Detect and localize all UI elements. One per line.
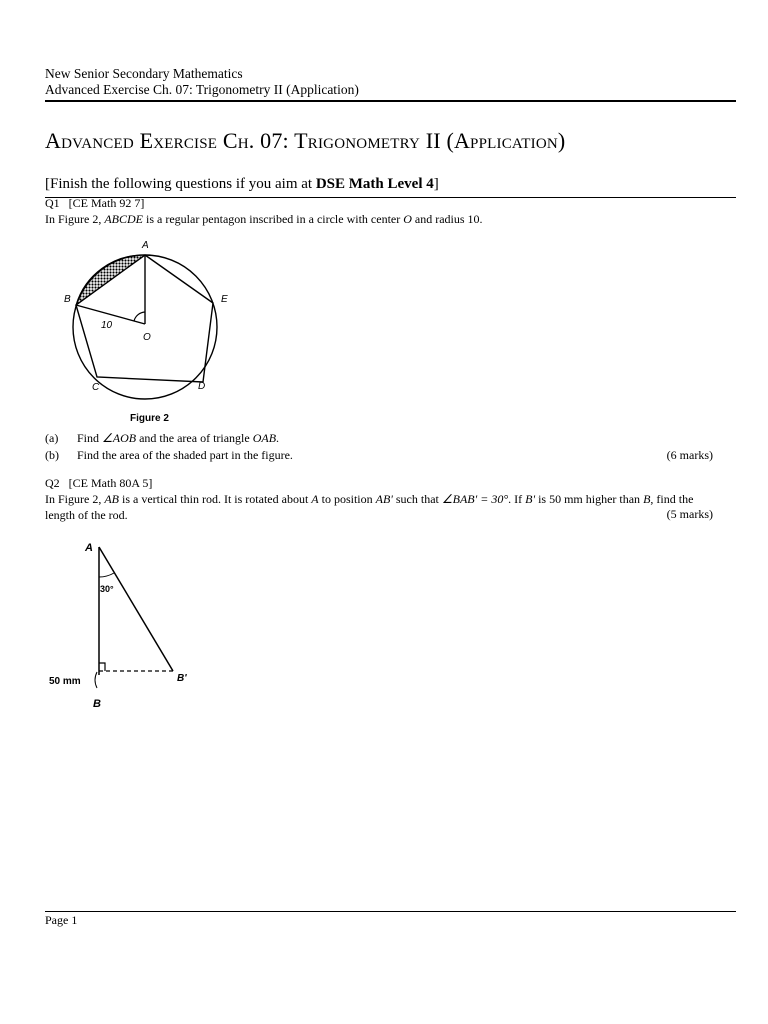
q2-figure — [45, 535, 215, 715]
figure-caption: Figure 2 — [130, 413, 169, 424]
q2-heading — [45, 476, 152, 491]
q2-t1: In Figure 2, — [45, 492, 105, 506]
header-chapter: Advanced Exercise Ch. 07: Trigonometry II (Application) — [45, 82, 359, 97]
q1-text-d: O — [403, 212, 412, 226]
q1-text-a: In Figure 2, — [45, 212, 105, 226]
q1-part-a-t3: and the area of triangle — [136, 431, 253, 445]
q1-part-b-label: (b) — [45, 448, 59, 462]
q1-part-a-t2: ∠AOB — [102, 431, 137, 445]
page-title: Advanced Exercise Ch. 07: Trigonometry II (Application) — [45, 128, 566, 153]
q2-t11: is 50 mm higher than — [535, 492, 644, 506]
q2-source: [CE Math 80A 5] — [68, 476, 153, 490]
q2-t5: to position — [318, 492, 376, 506]
q2-t4: A — [311, 492, 319, 506]
q2-t3: is a vertical thin rod. It is rotated about — [119, 492, 312, 506]
q1-part-a-t1: Find — [77, 431, 103, 445]
q1-part-a-label: (a) — [45, 431, 59, 445]
q1-text-c: is a regular pentagon inscribed in a circle with center — [143, 212, 404, 226]
instruction-level: DSE Math Level 4 — [315, 176, 434, 192]
right-angle-mark — [99, 663, 105, 671]
q1-source: [CE Math 92 7] — [68, 196, 145, 210]
q1-number: Q1 — [45, 196, 60, 210]
q2-t9: . If — [508, 492, 526, 506]
q1-part-b: Find the area of the shaded part in the figure. — [77, 448, 293, 462]
q2-t2: AB — [104, 492, 119, 506]
label-E: E — [221, 294, 228, 305]
q1-heading — [45, 196, 144, 211]
instruction-suffix: ] — [433, 176, 439, 192]
instruction-prefix: [Finish the following questions if you aim at — [45, 176, 316, 192]
q1-part-a-t5: . — [276, 431, 280, 445]
footer-rule — [45, 911, 736, 912]
q2-t12: B — [643, 492, 651, 506]
header-rule — [45, 100, 736, 102]
label-50mm: 50 mm — [49, 676, 81, 687]
q2-t10: B' — [525, 492, 536, 506]
label-A-q2: A — [85, 542, 93, 554]
q2-t7: such that — [392, 492, 442, 506]
q2-t6: AB' — [375, 492, 393, 506]
q2-marks: (5 marks) — [666, 507, 713, 521]
q1-marks: (6 marks) — [666, 448, 713, 462]
q2-text-line1 — [45, 491, 693, 507]
height-brace — [95, 672, 97, 688]
header-course: New Senior Secondary Mathematics — [45, 66, 243, 81]
angle-arc-30 — [99, 573, 114, 577]
label-angle-30: 30° — [100, 584, 114, 594]
q1-part-a-t4: OAB — [252, 431, 277, 445]
angle-arc — [134, 312, 145, 321]
q2-t8: ∠BAB′ = 30° — [441, 492, 509, 506]
label-radius: 10 — [101, 320, 113, 331]
instruction — [45, 176, 439, 193]
label-O: O — [143, 332, 151, 343]
q1-text — [45, 211, 483, 227]
page-number: Page 1 — [45, 913, 78, 927]
label-A: A — [142, 240, 149, 251]
q1-text-b: ABCDE — [104, 212, 143, 226]
q1-text-e: and radius 10. — [411, 212, 483, 226]
label-B-prime: B' — [177, 673, 187, 684]
q1-part-a — [77, 431, 279, 446]
q2-number: Q2 — [45, 476, 60, 490]
running-header — [45, 66, 359, 98]
label-B: B — [64, 294, 71, 305]
q2-text-line2: length of the rod. — [45, 508, 128, 522]
q2-t13: , find the — [650, 492, 694, 506]
label-C: C — [92, 382, 100, 393]
section-rule — [45, 197, 736, 198]
q1-figure — [55, 232, 255, 432]
label-B-q2: B — [93, 698, 101, 710]
label-D: D — [198, 381, 206, 392]
rod-ab-prime — [99, 547, 173, 671]
